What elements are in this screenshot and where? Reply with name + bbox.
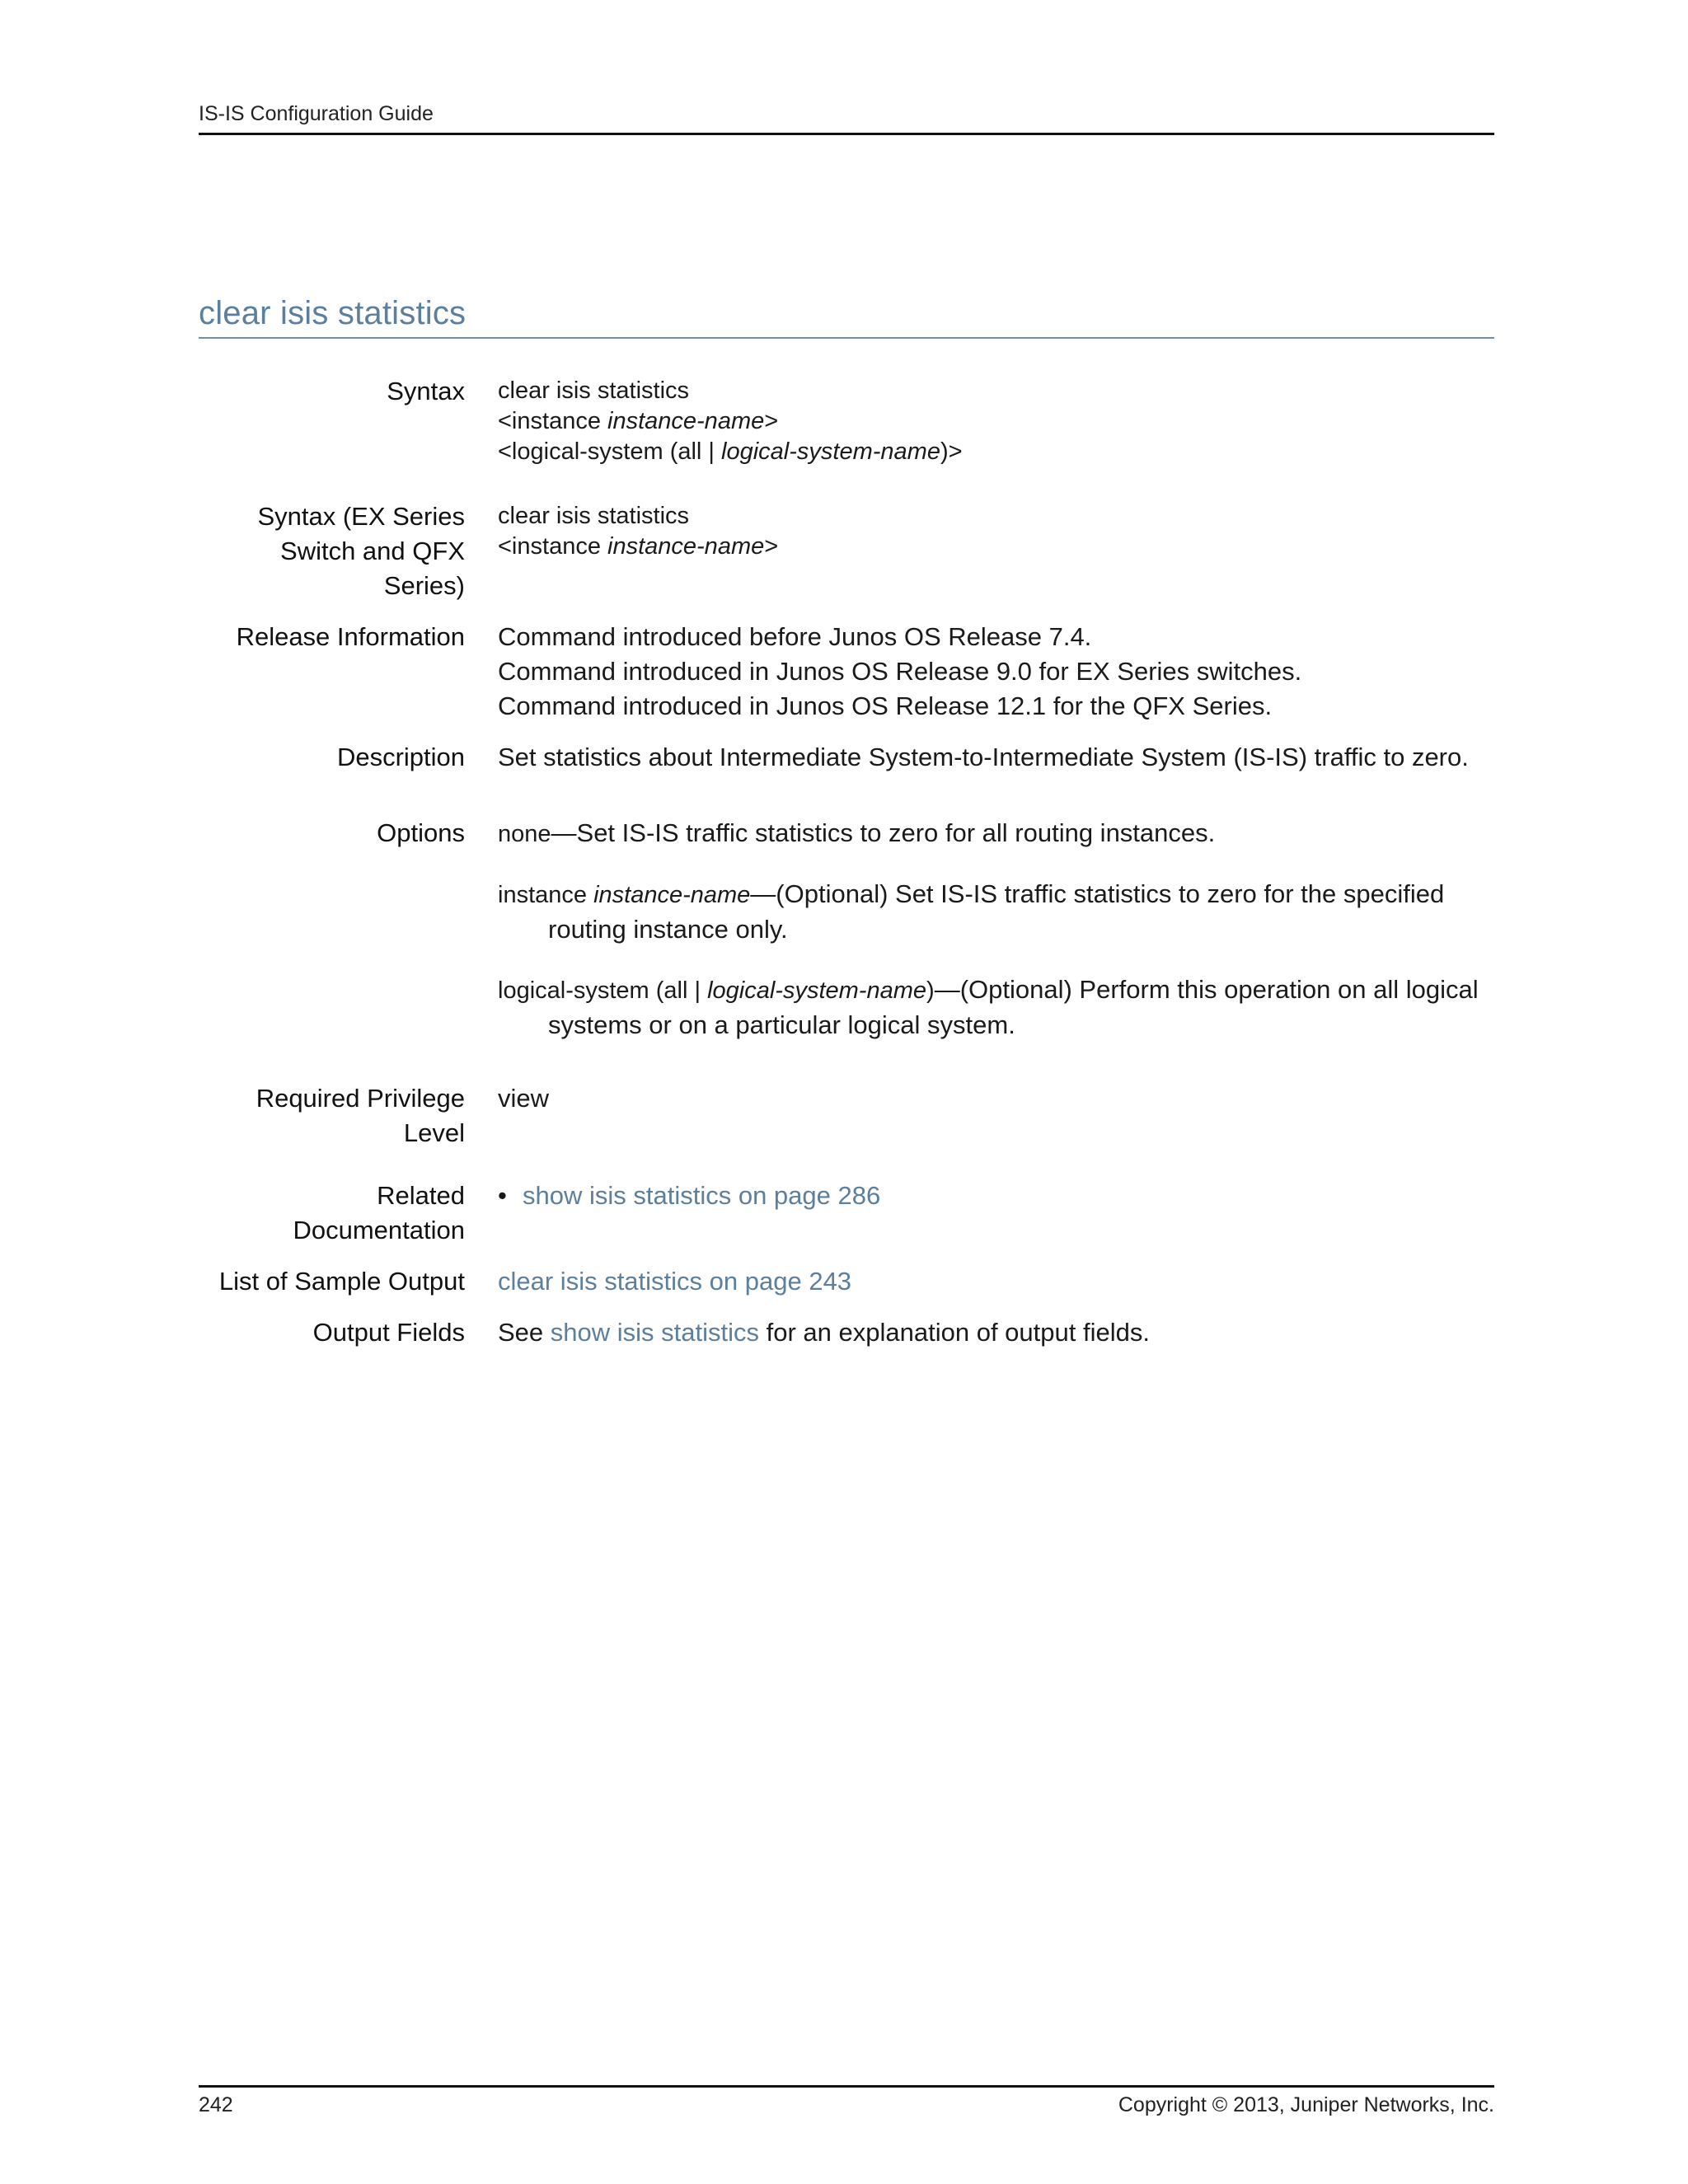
option-logical-system-term-post: )	[926, 977, 935, 1004]
syntax-ex-line-1: clear isis statistics	[498, 503, 690, 529]
syntax-line-2-param: instance-name	[607, 408, 765, 434]
syntax-ex-label	[168, 499, 465, 603]
option-logical-system-term-param: logical-system-name	[707, 977, 927, 1004]
syntax-line-3	[498, 437, 1495, 467]
sample-output-link[interactable]: clear isis statistics on page 243	[498, 1267, 852, 1296]
syntax-line-2-post: >	[764, 408, 779, 434]
syntax-ex-line-2-post: >	[764, 533, 779, 560]
syntax-line-3-param: logical-system-name	[721, 438, 940, 465]
option-instance-term-keyword: instance	[498, 882, 594, 908]
related-label	[168, 1179, 465, 1248]
copyright-notice: Copyright © 2013, Juniper Networks, Inc.	[1118, 2093, 1494, 2116]
syntax-ex-label-line-1: Syntax (EX Series	[257, 502, 465, 531]
syntax-ex-line-2	[498, 532, 1495, 562]
description-label: Description	[336, 743, 465, 771]
syntax-ex-line-2-pre: <instance	[498, 533, 608, 560]
related-label-line-2: Documentation	[293, 1216, 465, 1244]
related-list-item	[498, 1179, 1495, 1213]
running-header: IS-IS Configuration Guide	[199, 102, 434, 125]
option-logical-system	[498, 972, 1495, 1043]
option-logical-system-term-keyword: logical-system (all |	[498, 977, 708, 1004]
options-label: Options	[377, 818, 465, 847]
option-instance-term	[498, 882, 750, 908]
output-fields-post: for an explanation of output fields.	[759, 1318, 1150, 1347]
syntax-line-2	[498, 406, 1495, 437]
syntax-ex-line-2-param: instance-name	[607, 533, 765, 560]
release-line: Command introduced before Junos OS Release 7.4.	[498, 622, 1092, 651]
privilege-value: view	[498, 1084, 550, 1113]
release-line: Command introduced in Junos OS Release 12.1 for the QFX Series.	[498, 691, 1273, 720]
sample-output-content	[498, 1264, 1495, 1299]
option-instance-text: —(Optional) Set IS-IS traffic statistics to zero for the specified routing instance only.	[548, 879, 1445, 944]
option-instance-term-param: instance-name	[593, 882, 751, 908]
output-fields-label: Output Fields	[312, 1318, 465, 1347]
section-title: clear isis statistics	[199, 295, 467, 331]
option-instance	[498, 877, 1495, 947]
output-fields-link[interactable]: show isis statistics	[550, 1318, 760, 1347]
privilege-label-line-1: Required Privilege	[256, 1084, 465, 1113]
privilege-label	[168, 1081, 465, 1151]
related-link-show-isis-statistics[interactable]: show isis statistics on page 286	[523, 1181, 881, 1210]
release-content	[498, 620, 1495, 724]
syntax-line-3-pre: <logical-system (all |	[498, 438, 722, 465]
syntax-line-3-post: )>	[940, 438, 963, 465]
option-logical-system-text: —(Optional) Perform this operation on all logical systems or on a particular logical system.	[548, 975, 1479, 1039]
syntax-ex-content	[498, 501, 1495, 562]
option-none	[498, 816, 1495, 851]
bullet-icon: •	[498, 1181, 507, 1210]
related-content	[498, 1179, 1495, 1213]
output-fields-pre: See	[498, 1318, 551, 1347]
title-rule	[199, 337, 1494, 339]
related-label-line-1: Related	[377, 1181, 465, 1210]
syntax-line-1: clear isis statistics	[498, 377, 690, 404]
option-logical-system-term	[498, 977, 935, 1004]
page-number: 242	[199, 2093, 233, 2116]
footer-rule	[199, 2085, 1494, 2088]
option-none-term: none	[498, 821, 551, 847]
description-text: Set statistics about Intermediate System-to-Intermediate System (IS-IS) traffic to zero.	[498, 743, 1469, 771]
output-fields-content	[498, 1315, 1495, 1350]
syntax-line-2-pre: <instance	[498, 408, 608, 434]
syntax-content	[498, 376, 1495, 467]
options-content	[498, 816, 1495, 1043]
syntax-ex-label-line-3: Series)	[383, 571, 465, 600]
release-label: Release Information	[236, 622, 465, 651]
syntax-label: Syntax	[387, 377, 465, 405]
privilege-label-line-2: Level	[403, 1118, 465, 1147]
sample-output-label: List of Sample Output	[218, 1267, 465, 1296]
option-none-text: —Set IS-IS traffic statistics to zero for all routing instances.	[551, 818, 1216, 847]
syntax-ex-label-line-2: Switch and QFX	[280, 537, 465, 565]
release-line: Command introduced in Junos OS Release 9.0 for EX Series switches.	[498, 657, 1302, 686]
header-rule	[199, 133, 1494, 135]
